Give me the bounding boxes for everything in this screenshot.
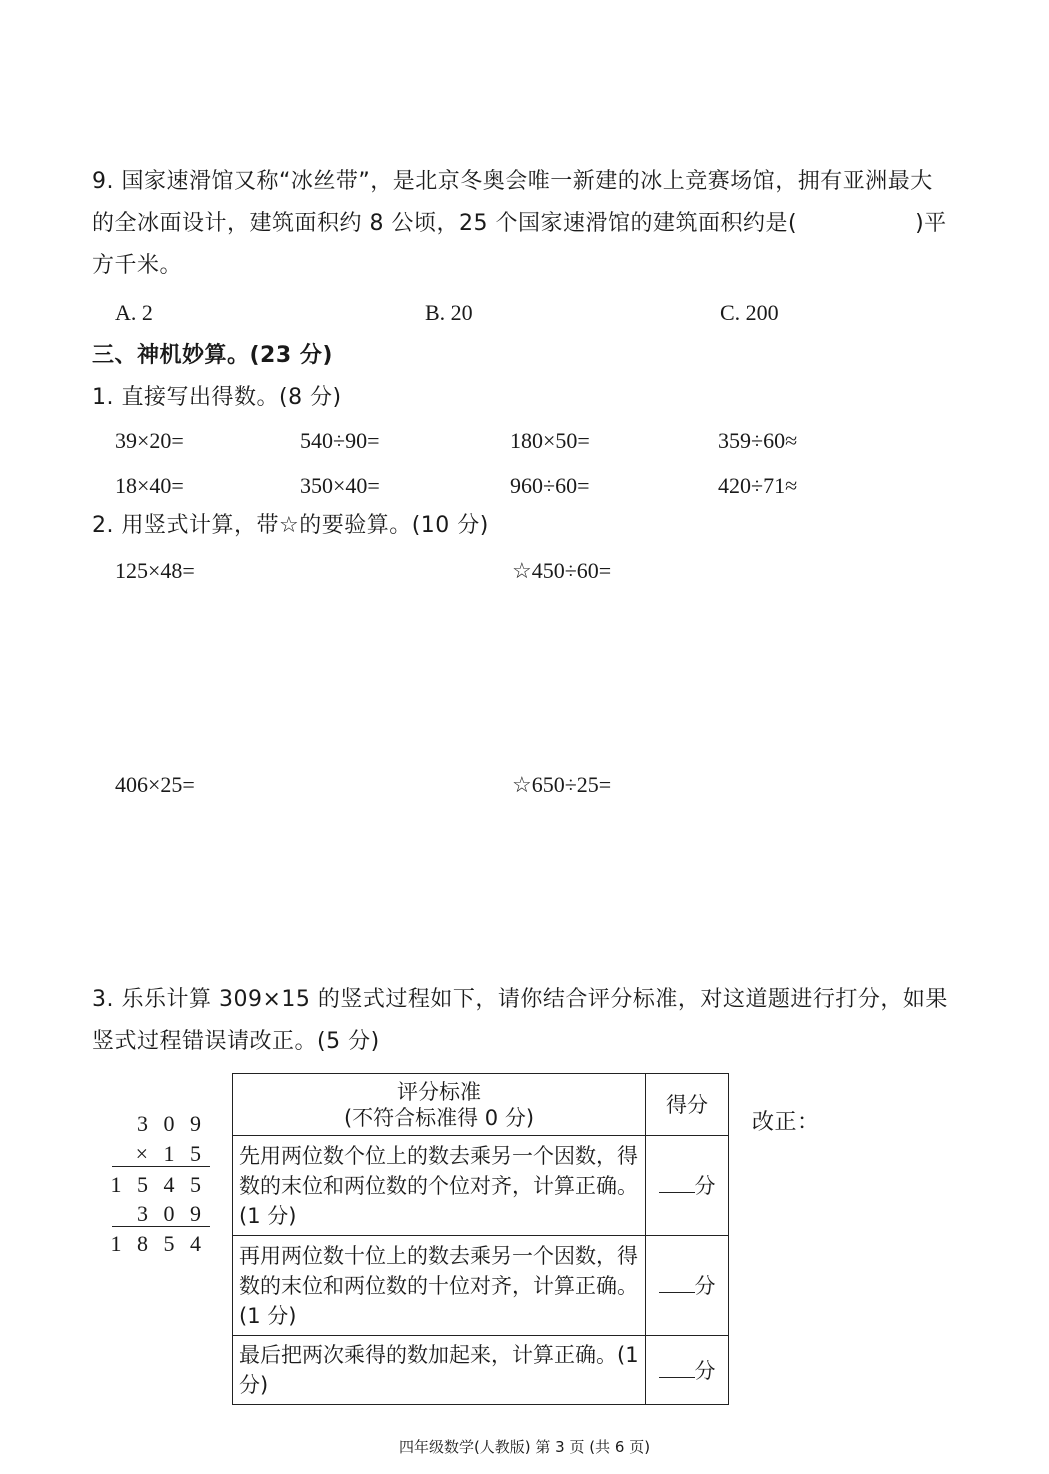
score-blank[interactable] [659, 1170, 695, 1193]
vertical-row: 3 0 9 [137, 1201, 206, 1226]
oral-calc-item: 18×40= [115, 473, 184, 498]
oral-calc-item: 540÷90= [300, 428, 380, 453]
score-header: 得分 [646, 1074, 729, 1136]
oral-calc-item: 359÷60≈ [718, 428, 798, 453]
oral-calc-item: 39×20= [115, 428, 184, 453]
correction-label: 改正： [752, 1110, 820, 1135]
score-blank[interactable] [659, 1355, 695, 1378]
criteria-cell: 先用两位数个位上的数去乘另一个因数，得数的末位和两位数的个位对齐，计算正确。(1 分) [233, 1136, 646, 1236]
vertical-row: × 1 5 [135, 1141, 206, 1166]
q9-option-c[interactable]: C. 200 [720, 300, 779, 325]
q9-option-a[interactable]: A. 2 [115, 300, 153, 325]
score-unit: 分 [694, 1358, 716, 1383]
vertical-calc-item: ☆450÷60= [512, 558, 612, 583]
q9-line3: 方千米。 [92, 253, 183, 278]
criteria-header-line1: 评分标准 [397, 1079, 481, 1104]
score-cell[interactable] [646, 1136, 729, 1236]
q9-line2 [92, 204, 947, 244]
score-cell[interactable] [646, 1236, 729, 1336]
section3-title: 三、神机妙算。(23 分) [92, 343, 333, 368]
oral-calc-item: 420÷71≈ [718, 473, 798, 498]
vertical-row: 1 5 4 5 [110, 1172, 206, 1197]
q9-option-b[interactable]: B. 20 [425, 300, 473, 325]
criteria-cell: 再用两位数十位上的数去乘另一个因数，得数的末位和两位数的十位对齐，计算正确。(1 分) [233, 1236, 646, 1336]
part3-line1: 3. 乐乐计算 309×15 的竖式过程如下，请你结合评分标准，对这道题进行打分，如果 [92, 987, 948, 1012]
part2-title: 2. 用竖式计算，带☆的要验算。(10 分) [92, 513, 489, 538]
q9-line1: 9. 国家速滑馆又称“冰丝带”，是北京冬奥会唯一新建的冰上竞赛场馆，拥有亚洲最大 [92, 169, 933, 194]
vertical-rule [112, 1166, 210, 1167]
criteria-header [233, 1074, 646, 1136]
q9-line2-end: )平 [915, 211, 947, 236]
vertical-rule [112, 1226, 210, 1227]
q9-line2-text: 的全冰面设计，建筑面积约 8 公顷，25 个国家速滑馆的建筑面积约是( [92, 211, 798, 236]
vertical-calc-item: ☆650÷25= [512, 772, 612, 797]
oral-calc-item: 960÷60= [510, 473, 590, 498]
oral-calc-item: 180×50= [510, 428, 590, 453]
score-unit: 分 [694, 1174, 716, 1198]
part1-title: 1. 直接写出得数。(8 分) [92, 385, 342, 410]
vertical-calc-item: 125×48= [115, 558, 195, 583]
scoring-table [232, 1073, 729, 1405]
criteria-header-line2: (不符合标准得 0 分) [343, 1105, 535, 1130]
part3-line2: 竖式过程错误请改正。(5 分) [92, 1029, 380, 1054]
score-blank[interactable] [659, 1270, 695, 1293]
oral-calc-item: 350×40= [300, 473, 380, 498]
vertical-row: 3 0 9 [137, 1111, 206, 1136]
criteria-cell: 最后把两次乘得的数加起来，计算正确。(1 分) [233, 1336, 646, 1405]
score-unit: 分 [694, 1274, 716, 1298]
vertical-calc-item: 406×25= [115, 772, 195, 797]
page-footer: 四年级数学(人教版) 第 3 页 (共 6 页) [398, 1438, 651, 1456]
score-cell[interactable] [646, 1336, 729, 1405]
vertical-row: 1 8 5 4 [110, 1231, 206, 1256]
